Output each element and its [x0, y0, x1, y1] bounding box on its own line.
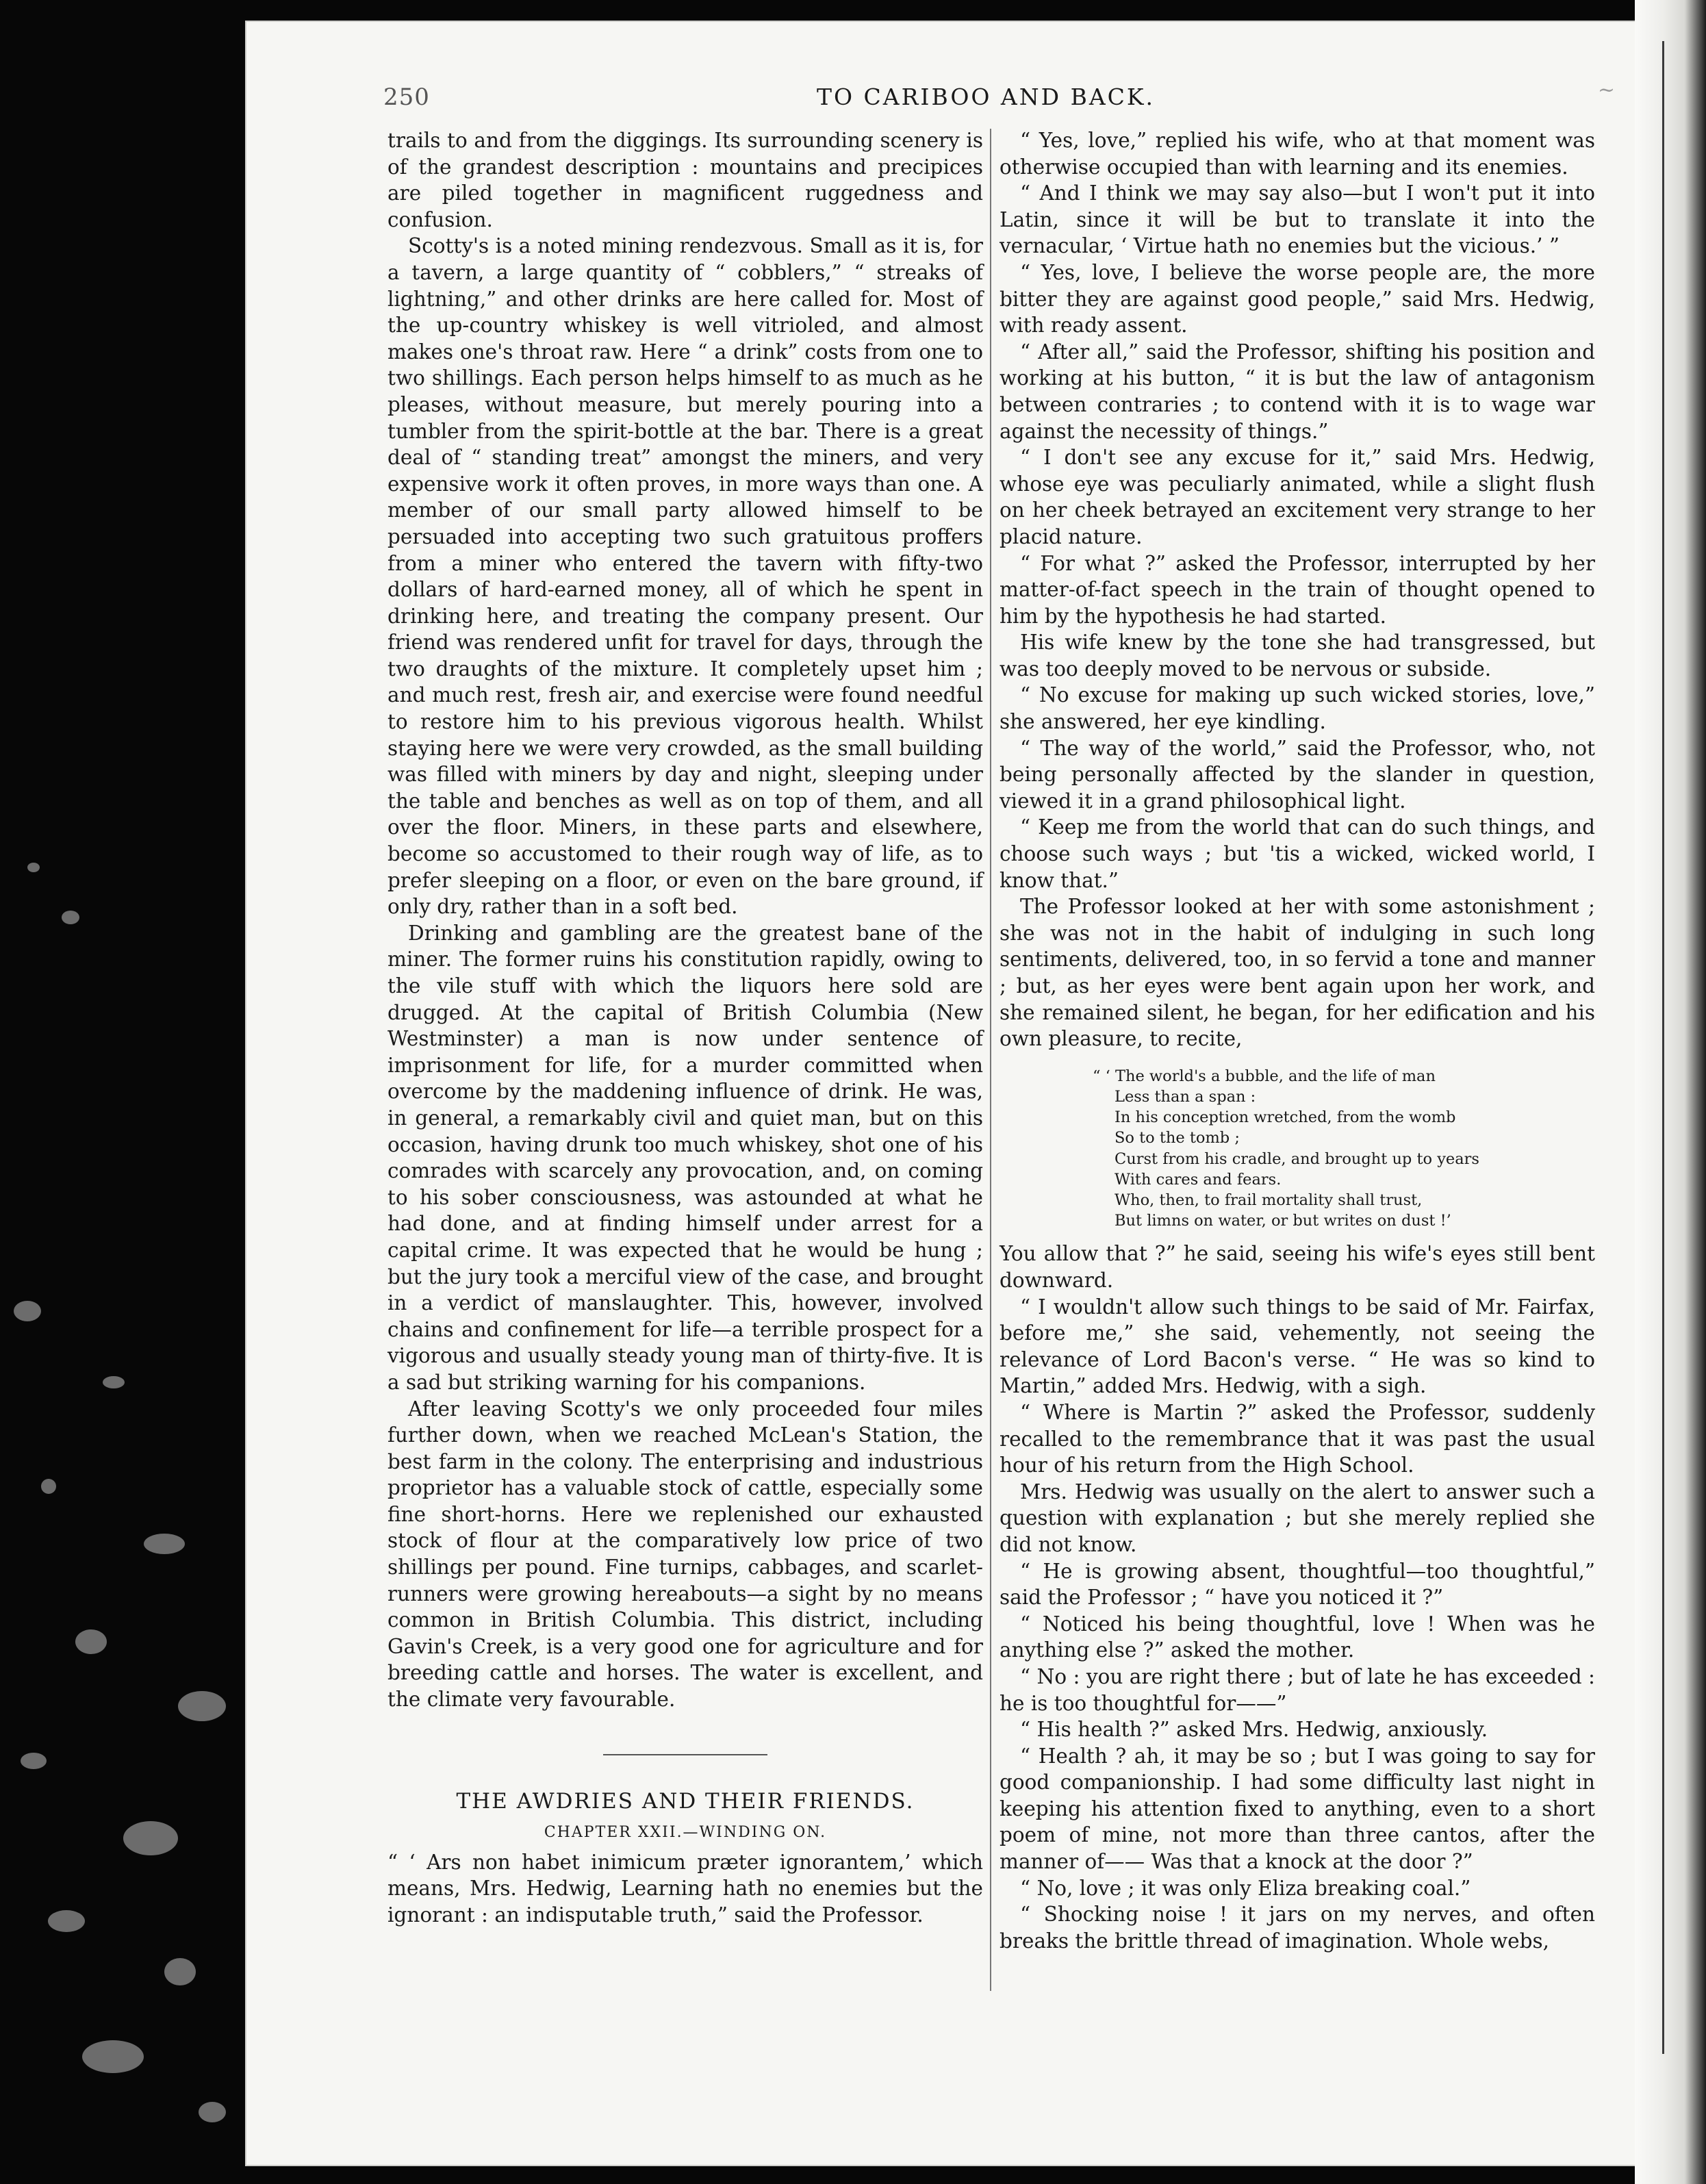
- page-number: 250: [383, 84, 430, 111]
- paragraph: “ The way of the world,” said the Professor, who, not being personally affected by the slander in question, viewed it in a grand philosophical light.: [1000, 736, 1595, 813]
- paragraph: “ No, love ; it was only Eliza breaking coal.”: [1020, 1876, 1471, 1900]
- paragraph: “ Shocking noise ! it jars on my nerves, and often breaks the brittle thread of imagination. Whole webs,: [1000, 1903, 1595, 1953]
- poem-line: With cares and fears.: [1115, 1170, 1282, 1189]
- paragraph: “ For what ?” asked the Professor, interrupted by her matter-of-fact speech in the train of thought opened to him by the hypothesis he had started.: [1000, 551, 1595, 628]
- paragraph: “ His health ?” asked Mrs. Hedwig, anxiously.: [1020, 1718, 1488, 1742]
- paragraph: The Professor looked at her with some astonishment ; she was not in the habit of indulging in such long sentiments, delivered, too, in so fervid a tone and manner ; but, as her eyes were bent again upon her work, and she remained silent, he began, for her edification and his own pleasure, to recite,: [1000, 895, 1595, 1051]
- poem-line: So to the tomb ;: [1115, 1129, 1240, 1147]
- corner-mark: ~: [1597, 78, 1616, 102]
- story-opening: “ ‘ Ars non habet inimicum præter ignorantem,’ which means, Mrs. Hedwig, Learning hath no enemies but the ignorant : an indisputable truth,” said the Professor.: [387, 1850, 983, 1927]
- page-edge-line: [1662, 41, 1664, 2054]
- poem-line: Who, then, to frail mortality shall trust,: [1115, 1191, 1423, 1209]
- page-header: [383, 78, 1616, 118]
- poem-line: Curst from his cradle, and brought up to years: [1115, 1150, 1479, 1168]
- paragraph: After leaving Scotty's we only proceeded four miles further down, when we reached McLean's Station, the best farm in the colony. The enterprising and industrious proprietor has a valuable stock of cattle, especially some fine short-horns. Here we replenished our exhausted stock of flour at the comparatively low price of two shillings per pound. Fine turnips, cabbages, and scarlet-runners were growing hereabouts—a sight by no means common in British Columbia. This district, including Gavin's Creek, is a very good one for agriculture and for breeding cattle and horses. The water is excellent, and the climate very favourable.: [387, 1397, 983, 1712]
- paragraph: His wife knew by the tone she had transgressed, but was too deeply moved to be nervous or subside.: [1000, 631, 1595, 681]
- running-title: TO CARIBOO AND BACK.: [816, 84, 1156, 110]
- paragraph: “ No excuse for making up such wicked stories, love,” she answered, her eye kindling.: [1000, 683, 1595, 734]
- poem-line: But limns on water, or but writes on dust !’: [1115, 1212, 1451, 1230]
- column-divider: [990, 129, 991, 1991]
- paragraph: “ Health ? ah, it may be so ; but I was going to say for good companionship. I had some difficulty last night in keeping his attention fixed to anything, even to a short poem of mine, not more than three cantos, after the manner of—— Was that a knock at the door ?”: [1000, 1744, 1595, 1874]
- poem-block: [1000, 1066, 1595, 1232]
- paragraph: “ I don't see any excuse for it,” said Mrs. Hedwig, whose eye was peculiarly animated, while a slight flush on her cheek betrayed an excitement very strange to her placid nature.: [1000, 446, 1595, 548]
- page-fold-edge: [1635, 0, 1706, 2184]
- paragraph: trails to and from the diggings. Its surrounding scenery is of the grandest description : mountains and precipices are piled together in magnificent ruggedness and confusion.: [387, 129, 983, 231]
- paragraph: “ I wouldn't allow such things to be said of Mr. Fairfax, before me,” she said, vehemently, not seeing the relevance of Lord Bacon's verse. “ He was so kind to Martin,” added Mrs. Hedwig, with a sigh.: [1000, 1295, 1595, 1398]
- paragraph: “ Keep me from the world that can do such things, and choose such ways ; but 'tis a wicked, wicked world, I know that.”: [1000, 815, 1595, 892]
- paragraph: You allow that ?” he said, seeing his wife's eyes still bent downward.: [1000, 1242, 1595, 1292]
- paragraph: “ No : you are right there ; but of late he has exceeded : he is too thoughtful for——”: [1000, 1664, 1595, 1715]
- paragraph: Mrs. Hedwig was usually on the alert to answer such a question with explanation ; but she merely replied she did not know.: [1000, 1480, 1595, 1556]
- paragraph: “ Noticed his being thoughtful, love ! When was he anything else ?” asked the mother.: [1000, 1612, 1595, 1662]
- story-title: THE AWDRIES AND THEIR FRIENDS.: [456, 1788, 915, 1814]
- section-separator: [603, 1754, 767, 1755]
- poem-line: “ ‘ The world's a bubble, and the life of man: [1093, 1067, 1436, 1085]
- paragraph: “ After all,” said the Professor, shifting his position and working at his button, “ it is but the law of antagonism between contraries ; to contend with it is to wage war against the necessity of things.”: [1000, 340, 1595, 443]
- poem-line: Less than a span :: [1115, 1087, 1256, 1106]
- paragraph: Scotty's is a noted mining rendezvous. Small as it is, for a tavern, a large quantity of “ cobblers,” “ streaks of lightning,” and other drinks are here called for. Most of the up-country whiskey is well vitrioled, and almost makes one's throat raw. Here “ a drink” costs from one to two shillings. Each person helps himself to as much as he pleases, without measure, but merely pouring into a tumbler from the spirit-bottle at the bar. There is a great deal of “ standing treat” amongst the miners, and very expensive work it often proves, in more ways than one. A member of our small party allowed himself to be persuaded into accepting two such gratuitous proffers from a miner who entered the tavern with fifty-two dollars of hard-earned money, all of which he spent in drinking here, and treating the company present. Our friend was rendered unfit for travel for days, through the two draughts of the mixture. It completely upset him ; and much rest, fresh air, and exercise were found needful to restore him to his previous vigorous health. Whilst staying here we were very crowded, as the small building was filled with miners by day and night, sleeping under the table and benches as well as on top of them, and all over the floor. Miners, in these parts and elsewhere, become so accustomed to their rough way of life, as to prefer sleeping on a floor, or even on the bare ground, if only dry, rather than in a soft bed.: [387, 234, 983, 919]
- paragraph: Drinking and gambling are the greatest bane of the miner. The former ruins his constitution rapidly, owing to the vile stuff with which the liquors here sold are drugged. At the capital of British Columbia (New Westminster) a man is now under sentence of imprisonment for life, for a murder committed when overcome by the maddening influence of drink. He was, in general, a remarkably civil and quiet man, but on this occasion, having drunk too much whiskey, shot one of his comrades with scarcely any provocation, and, on coming to his sober consciousness, was astounded at what he had done, and at finding himself under arrest for a capital crime. It was expected that he would be hung ; but the jury took a merciful view of the case, and brought in a verdict of manslaughter. This, however, involved chains and confinement for life—a terrible prospect for a vigorous and usually steady young man of thirty-five. It is a sad but striking warning for his companions.: [387, 921, 983, 1394]
- poem-line: In his conception wretched, from the womb: [1115, 1108, 1456, 1127]
- right-column: [1000, 127, 1595, 1954]
- paragraph: “ Where is Martin ?” asked the Professor, suddenly recalled to the remembrance that it was past the usual hour of his return from the High School.: [1000, 1400, 1595, 1477]
- paragraph: “ Yes, love,” replied his wife, who at that moment was otherwise occupied than with learning and its enemies.: [1000, 129, 1595, 179]
- paragraph: “ And I think we may say also—but I won't put it into Latin, since it will be but to translate it into the vernacular, ‘ Virtue hath no enemies but the vicious.’ ”: [1000, 181, 1595, 258]
- paragraph: “ He is growing absent, thoughtful—too thoughtful,” said the Professor ; “ have you noticed it ?”: [1000, 1559, 1595, 1610]
- paragraph: “ Yes, love, I believe the worse people are, the more bitter they are against good people,” said Mrs. Hedwig, with ready assent.: [1000, 260, 1595, 338]
- chapter-heading: CHAPTER XXII.—WINDING ON.: [544, 1824, 827, 1842]
- left-column: [387, 127, 983, 1929]
